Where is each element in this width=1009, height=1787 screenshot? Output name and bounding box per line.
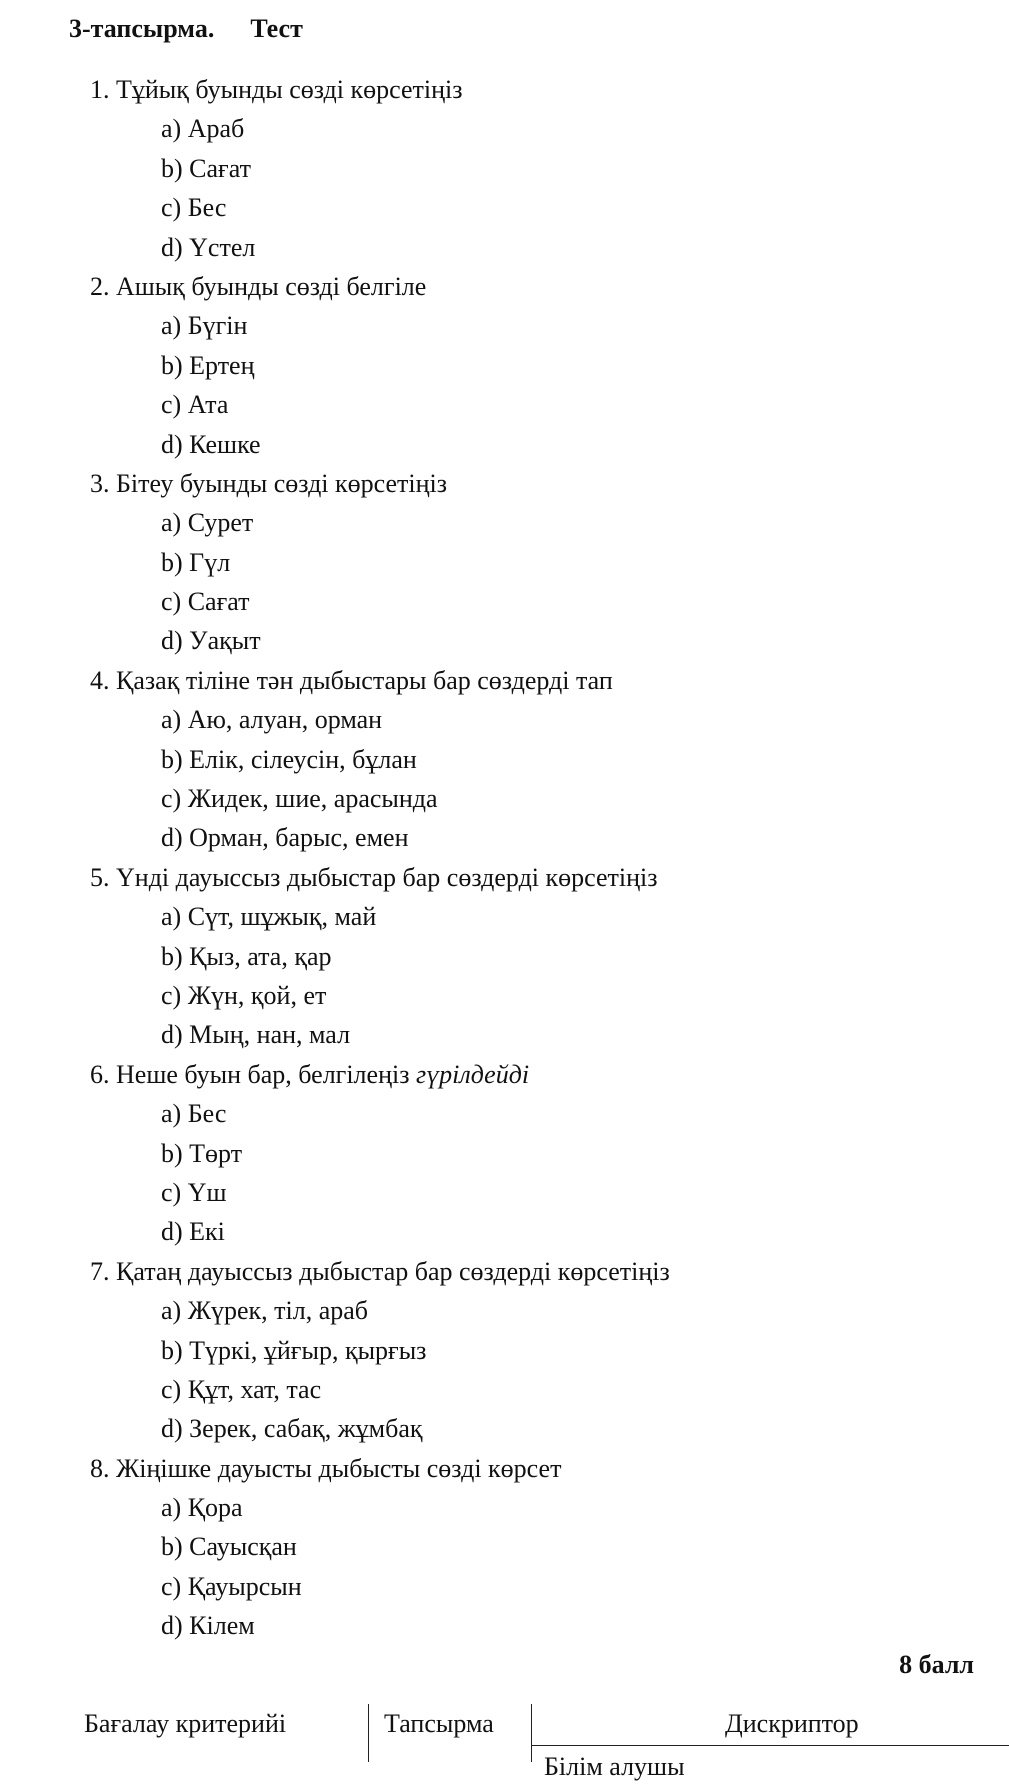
header-criteria: Бағалау критерийі bbox=[84, 1709, 287, 1738]
question-text: Жіңішке дауысты дыбысты сөзді көрсет bbox=[116, 1453, 562, 1483]
option-2b: b) Ертең bbox=[161, 350, 255, 380]
descriptor-cell-text: Білім алушы bbox=[544, 1752, 685, 1781]
question-3 bbox=[0, 464, 1009, 503]
question-list bbox=[0, 70, 1009, 1646]
question-number: 5. bbox=[90, 862, 110, 892]
option-7d: d) Зерек, сабақ, жұмбақ bbox=[161, 1414, 423, 1444]
table-row-divider bbox=[531, 1745, 1009, 1746]
option-7c: c) Құт, хат, тас bbox=[161, 1374, 322, 1404]
option-5c: c) Жүн, қой, ет bbox=[161, 980, 327, 1010]
question-number: 4. bbox=[90, 665, 110, 695]
option-4d: d) Орман, барыс, емен bbox=[161, 823, 409, 853]
score-label: 8 балл bbox=[899, 1650, 974, 1679]
question-text: Ашық буынды сөзді белгіле bbox=[116, 271, 427, 301]
question-6 bbox=[0, 1055, 1009, 1094]
header-task: Тапсырма bbox=[384, 1709, 494, 1738]
option-8d: d) Кілем bbox=[161, 1611, 255, 1641]
option-3d: d) Уақыт bbox=[161, 626, 261, 656]
option-4c: c) Жидек, шие, арасында bbox=[161, 784, 438, 814]
option-2d: d) Кешке bbox=[161, 429, 261, 459]
question-5 bbox=[0, 858, 1009, 897]
option-3c: c) Сағат bbox=[161, 587, 250, 617]
option-3a: a) Сурет bbox=[161, 508, 254, 538]
header-descriptor: Дискриптор bbox=[725, 1709, 859, 1738]
question-number: 6. bbox=[90, 1059, 110, 1089]
option-5d: d) Мың, нан, мал bbox=[161, 1020, 351, 1050]
option-6a: a) Бес bbox=[161, 1099, 227, 1129]
option-8a: a) Қора bbox=[161, 1493, 243, 1523]
option-1b: b) Сағат bbox=[161, 153, 251, 183]
option-1c: c) Бес bbox=[161, 193, 227, 223]
question-text: Үнді дауыссыз дыбыстар бар сөздерді көрсетіңіз bbox=[116, 862, 658, 892]
question-8 bbox=[0, 1449, 1009, 1488]
question-text: Неше буын бар, белгілеңіз bbox=[116, 1059, 410, 1089]
question-italic-word: гүрілдейді bbox=[415, 1059, 530, 1089]
option-8c: c) Қауырсын bbox=[161, 1571, 302, 1601]
question-number: 2. bbox=[90, 271, 110, 301]
option-4b: b) Елік, сілеусін, бұлан bbox=[161, 744, 417, 774]
question-number: 3. bbox=[90, 468, 110, 498]
question-2 bbox=[0, 267, 1009, 306]
option-7a: a) Жүрек, тіл, араб bbox=[161, 1296, 369, 1326]
question-text: Қатаң дауыссыз дыбыстар бар сөздерді көрсетіңіз bbox=[116, 1256, 670, 1286]
option-1a: a) Араб bbox=[161, 114, 245, 144]
option-2c: c) Ата bbox=[161, 390, 229, 420]
option-3b: b) Гүл bbox=[161, 547, 231, 577]
question-7 bbox=[0, 1252, 1009, 1291]
option-1d: d) Үстел bbox=[161, 232, 256, 262]
table-divider bbox=[368, 1704, 369, 1762]
table-divider bbox=[531, 1704, 532, 1762]
option-2a: a) Бүгін bbox=[161, 311, 248, 341]
option-7b: b) Түркі, ұйғыр, қырғыз bbox=[161, 1335, 427, 1365]
task-header bbox=[69, 14, 303, 44]
option-4a: a) Аю, алуан, орман bbox=[161, 705, 383, 735]
option-5b: b) Қыз, ата, қар bbox=[161, 941, 332, 971]
option-6b: b) Төрт bbox=[161, 1138, 243, 1168]
question-number: 7. bbox=[90, 1256, 110, 1286]
task-label: 3-тапсырма. bbox=[69, 14, 215, 43]
option-5a: a) Сүт, шұжық, май bbox=[161, 902, 377, 932]
question-text: Қазақ тіліне тән дыбыстары бар сөздерді тап bbox=[116, 665, 613, 695]
question-number: 8. bbox=[90, 1453, 110, 1483]
question-text: Бітеу буынды сөзді көрсетіңіз bbox=[116, 468, 448, 498]
option-6d: d) Екі bbox=[161, 1217, 225, 1247]
test-label: Тест bbox=[250, 14, 303, 43]
option-6c: c) Үш bbox=[161, 1177, 227, 1207]
criteria-table bbox=[0, 1704, 1009, 1781]
option-8b: b) Сауысқан bbox=[161, 1532, 297, 1562]
question-number: 1. bbox=[90, 75, 110, 104]
question-4 bbox=[0, 661, 1009, 700]
question-1 bbox=[0, 70, 1009, 109]
question-text: Тұйық буынды сөзді көрсетіңіз bbox=[116, 75, 463, 104]
